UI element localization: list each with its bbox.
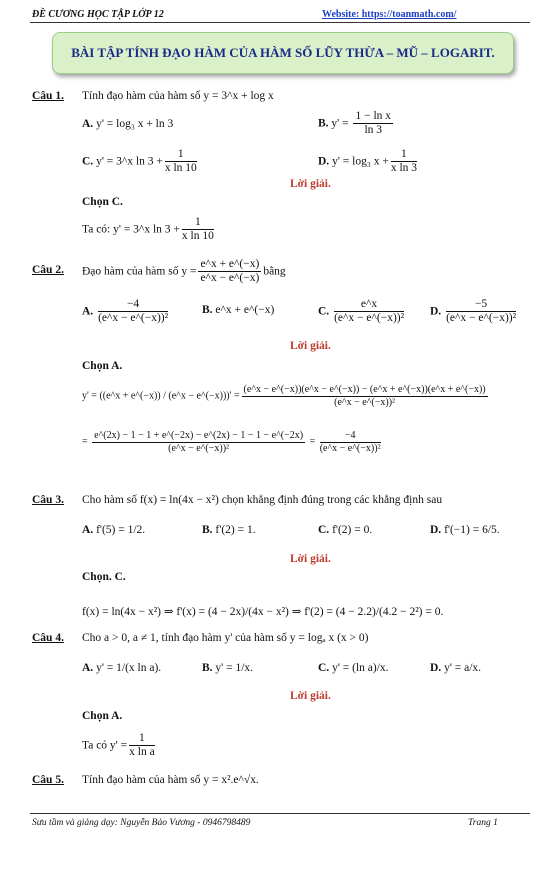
q3-working: f(x) = ln(4x − x²) ⇒ f'(x) = (4 − 2x)/(4x − x²) ⇒ f'(2) = (4 − 2.2)/(4.2 − 2²) = 0. — [82, 606, 444, 618]
footer-page-number: Trang 1 — [468, 818, 498, 828]
question-3-stem: Cho hàm số f(x) = ln(4x − x²) chọn khẳng định đúng trong các khẳng định sau — [82, 494, 443, 506]
q3-option-a: f'(5) = 1/2. — [96, 524, 146, 536]
q1-option-c: $\frac{1}{\text{x ln 10}}$ — [164, 148, 197, 175]
q4-solution-label: Lời giải. — [290, 690, 331, 702]
header-rule — [30, 22, 530, 23]
q3-choice: Chọn. C. — [82, 571, 126, 583]
q2-solution-label: Lời giải. — [290, 340, 331, 352]
q4-option-c: y' = (ln a)/x. — [332, 662, 389, 674]
q1-option-a: y' = log₃ x + ln 3 — [96, 118, 174, 130]
q2-working-line-2: = $\frac{e\^{}(2x) - 1 - 1 + e\^{}(-2x) - e\^{}(2x) - 1 - 1 - e\^{}(-2x)}{\text{(e\textasciicircum{}x − e\textasciicircum{}(−x))²}}$ = $\frac{-4}{\text{(e\textasciicircum{}x − e\textasciicircum{}(−x))²}}$ — [82, 430, 381, 454]
question-3-label: Câu 3. — [32, 494, 64, 506]
q4-choice: Chọn A. — [82, 710, 123, 722]
q3-option-c: f'(2) = 0. — [332, 524, 373, 536]
q1-option-b: $\frac{\text{1 − ln x}}{\ln 3}$ — [355, 110, 392, 137]
header-title: ĐỀ CƯƠNG HỌC TẬP LỚP 12 — [32, 9, 164, 20]
page-banner — [52, 32, 514, 74]
q4-option-a: y' = 1/(x ln a). — [96, 662, 162, 674]
question-2-label: Câu 2. — [32, 264, 64, 276]
q2-option-a: $\frac{-4}{\text{(e\textasciicircum{}x − e\textasciicircum{}(−x))²}}$ — [98, 298, 169, 325]
q3-option-d: f'(−1) = 6/5. — [444, 524, 500, 536]
q4-option-b: y' = 1/x. — [215, 662, 254, 674]
q3-option-b: f'(2) = 1. — [215, 524, 256, 536]
question-1-stem: Tính đạo hàm của hàm số y = 3^x + log x — [82, 90, 274, 102]
question-4-label: Câu 4. — [32, 632, 64, 644]
question-1-label: Câu 1. — [32, 90, 64, 102]
q4-option-d: y' = a/x. — [444, 662, 482, 674]
question-5-stem: Tính đạo hàm của hàm số y = x².e^√x. — [82, 774, 259, 786]
q2-option-d: $\frac{-5}{\text{(e\textasciicircum{}x − e\textasciicircum{}(−x))²}}$ — [446, 298, 517, 325]
q4-working: $\frac{1}{\text{x ln a}}$ — [129, 732, 155, 759]
question-5-label: Câu 5. — [32, 774, 64, 786]
footer-rule — [30, 813, 530, 814]
q1-working: $\frac{1}{\text{x ln 10}}$ — [181, 216, 214, 243]
q1-solution-label: Lời giải. — [290, 178, 331, 190]
question-4-stem: Cho a > 0, a ≠ 1, tính đạo hàm y' của hàm số y = logₐ x (x > 0) — [82, 632, 369, 644]
q1-choice: Chọn C. — [82, 196, 123, 208]
banner-title: BÀI TẬP TÍNH ĐẠO HÀM CỦA HÀM SỐ LŨY THỪA – MŨ – LOGARIT. — [71, 45, 495, 60]
q2-working-line-1: y' = ((e^x + e^(−x)) / (e^x − e^(−x)))' = $\frac{(e\^{}x - e\^{}(-x))(e\^{}x - e\^{}(-x)) - (e\^{}x + e\^{}(-x))(e\^{}x + e\^{}(-x))}{\text{(e\textasciicircum{}x − e\textasciicircum{}(−x))²}}$ — [82, 384, 486, 408]
footer-credit: Sưu tầm và giảng dạy: Nguyễn Bảo Vương - 0946798489 — [32, 818, 251, 828]
header-website-link[interactable]: Website: https://toanmath.com/ — [322, 9, 457, 20]
q1-option-d: $\frac{1}{\text{x ln 3}}$ — [390, 148, 418, 175]
q2-option-c: $\frac{e\^{}x}{\text{(e\textasciicircum{}x − e\textasciicircum{}(−x))²}}$ — [334, 298, 405, 325]
question-2-stem: Đạo hàm của hàm số y = $\frac{e\^{}x + e\^{}(-x)}{e\^{}x - e\^{}(-x)}$ bằng — [82, 258, 286, 285]
q2-option-b: e^x + e^(−x) — [215, 304, 275, 316]
q3-solution-label: Lời giải. — [290, 553, 331, 565]
q2-choice: Chọn A. — [82, 360, 123, 372]
